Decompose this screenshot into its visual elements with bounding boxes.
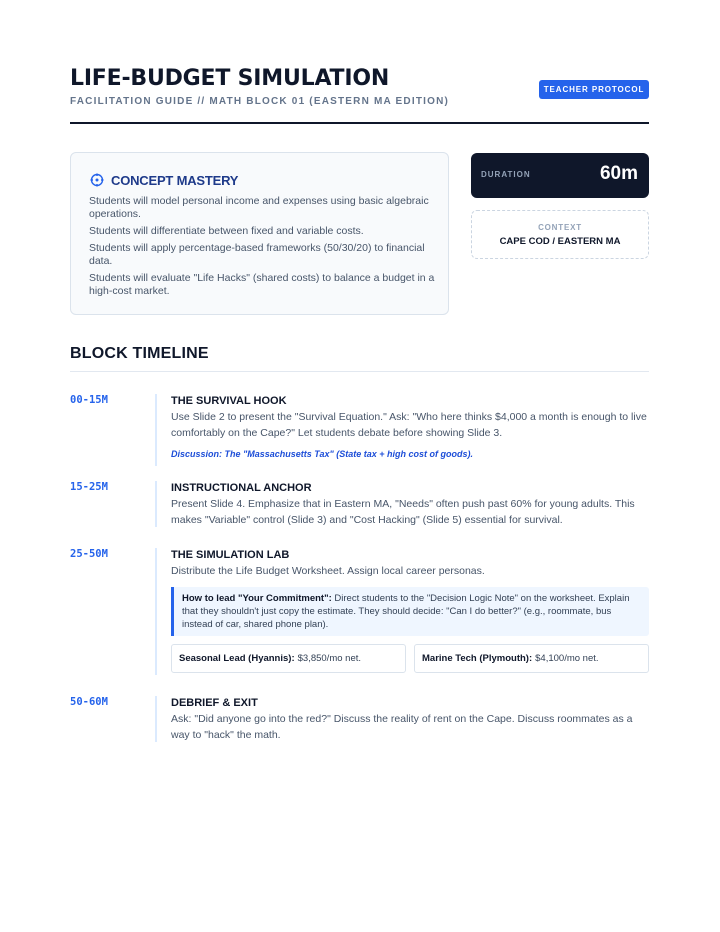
block-title: THE SIMULATION LAB <box>171 549 290 561</box>
block-text: Present Slide 4. Emphasize that in Eastern MA, "Needs" often push past 60% for young adults. This makes "Variable" control (Slide 3) and "Cost Hacking" (Slide 5) essential for survival. <box>171 498 635 526</box>
duration-label: DURATION <box>481 170 531 179</box>
objectives-list <box>89 195 439 302</box>
block-text: Distribute the Life Budget Worksheet. Assign local career personas. <box>171 565 485 577</box>
block-bar <box>155 481 157 527</box>
context-label: CONTEXT <box>538 223 582 232</box>
objective-item: Students will apply percentage-based frameworks (50/30/20) to financial data. <box>89 242 425 267</box>
persona-card <box>171 644 406 673</box>
block-time: 15-25M <box>70 481 108 493</box>
block-discussion-note: Discussion: The "Massachusetts Tax" (State tax + high cost of goods). <box>171 449 474 459</box>
block-title: INSTRUCTIONAL ANCHOR <box>171 482 312 494</box>
block-time: 25-50M <box>70 548 108 560</box>
block-content <box>171 481 649 528</box>
callout-lead: How to lead "Your Commitment": <box>182 593 332 604</box>
context-card <box>471 210 649 259</box>
persona-pay: $4,100/mo net. <box>535 653 599 664</box>
objective-item: Students will model personal income and expenses using basic algebraic operations. <box>89 195 429 220</box>
block-content <box>171 394 649 459</box>
persona-card <box>414 644 649 673</box>
block-content <box>171 548 649 673</box>
persona-row <box>171 644 649 673</box>
header-divider <box>70 122 649 124</box>
block-text: Ask: "Did anyone go into the red?" Discuss the reality of rent on the Cape. Discuss roommates as a way to "hack" the math. <box>171 713 633 741</box>
teacher-protocol-badge: TEACHER PROTOCOL <box>539 80 649 99</box>
crosshair-icon <box>90 173 104 187</box>
block-text: Use Slide 2 to present the "Survival Equation." Ask: "Who here thinks $4,000 a month is enough to live comfortably on the Cape?" Let students debate before showing Slide 3. <box>171 411 647 439</box>
block-bar <box>155 394 157 466</box>
concept-mastery-heading: CONCEPT MASTERY <box>111 173 239 188</box>
objective-item: Students will evaluate "Life Hacks" (shared costs) to balance a budget in a high-cost market. <box>89 272 435 297</box>
block-title: THE SURVIVAL HOOK <box>171 395 287 407</box>
page-title: LIFE-BUDGET SIMULATION <box>70 66 390 91</box>
block-title: DEBRIEF & EXIT <box>171 697 258 709</box>
block-time: 50-60M <box>70 696 108 708</box>
concept-mastery-card <box>70 152 449 315</box>
persona-name: Marine Tech (Plymouth): <box>422 653 533 664</box>
commitment-callout <box>171 587 649 636</box>
persona-name: Seasonal Lead (Hyannis): <box>179 653 295 664</box>
callout-text: Direct students to the "Decision Logic Note" on the worksheet. Explain that they shouldn't just copy the estimate. They should decide: "Can I do better?" (e.g., roommate, bus instead of car, shared phone plan). <box>182 593 630 630</box>
timeline-divider <box>70 371 649 372</box>
block-time: 00-15M <box>70 394 108 406</box>
block-bar <box>155 696 157 742</box>
duration-card <box>471 153 649 198</box>
objective-item: Students will differentiate between fixed and variable costs. <box>89 225 364 237</box>
context-value: CAPE COD / EASTERN MA <box>499 236 621 247</box>
timeline-heading: BLOCK TIMELINE <box>70 345 209 362</box>
page-subtitle: FACILITATION GUIDE // MATH BLOCK 01 (EASTERN MA EDITION) <box>70 96 450 107</box>
duration-value: 60m <box>599 163 638 184</box>
block-content <box>171 696 649 743</box>
block-bar <box>155 548 157 675</box>
persona-pay: $3,850/mo net. <box>297 653 362 664</box>
